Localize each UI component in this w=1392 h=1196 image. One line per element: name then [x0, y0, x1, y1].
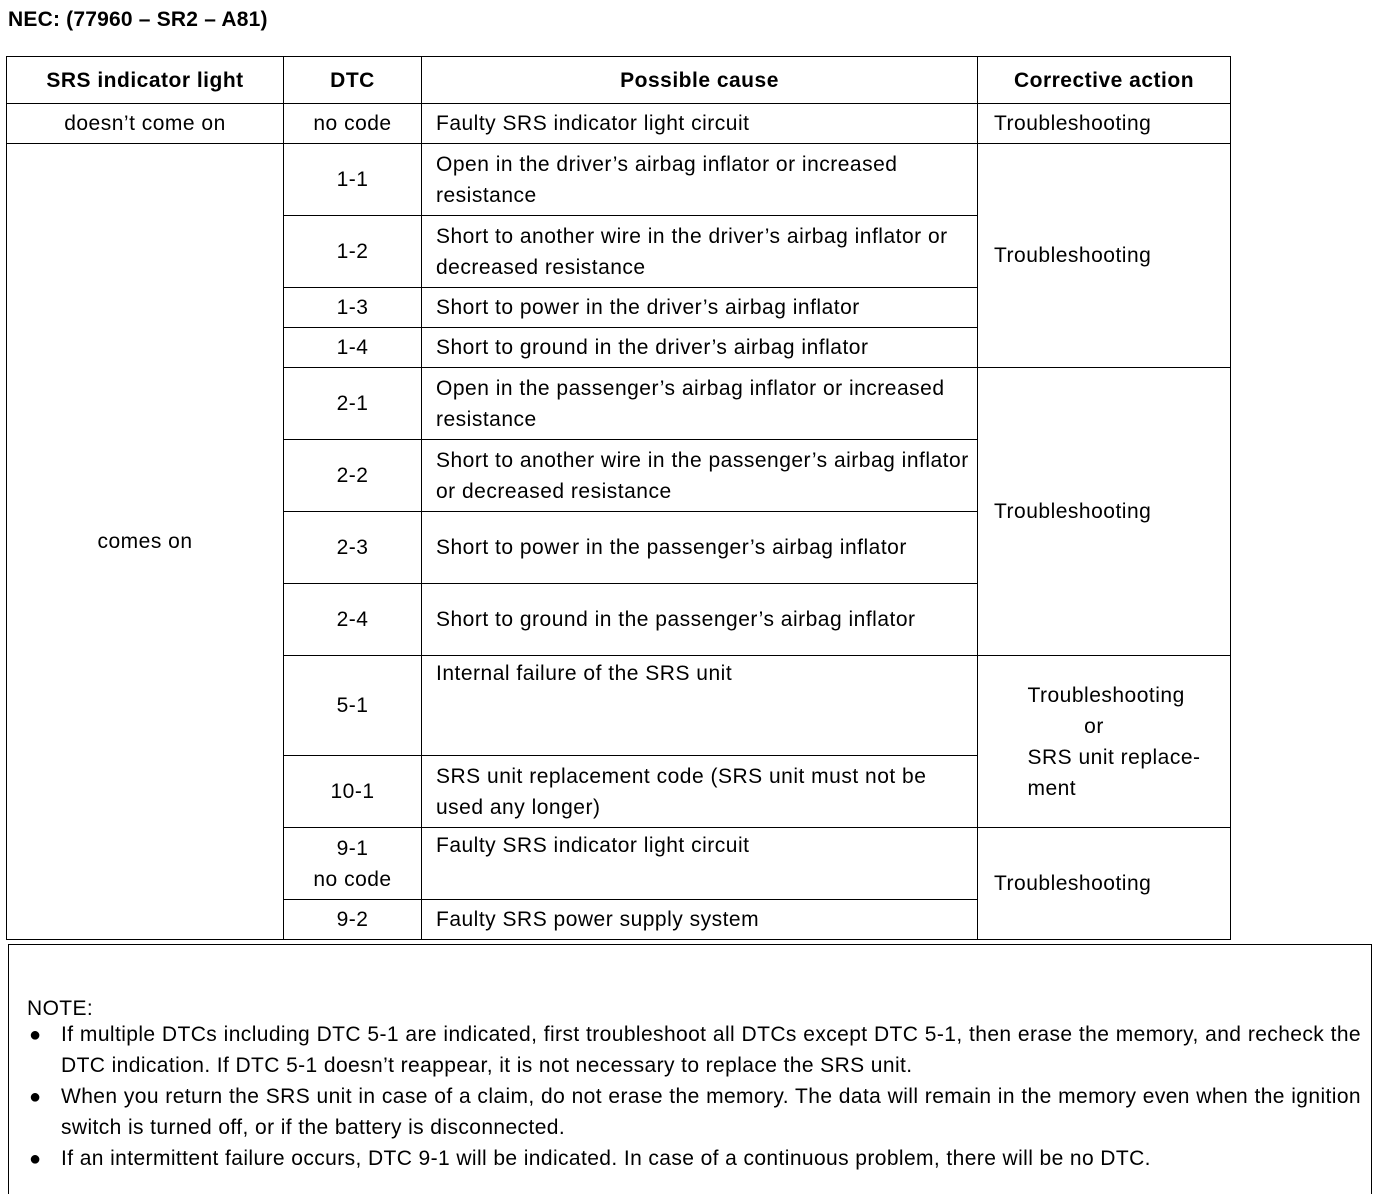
dtc-cell: 1-4	[284, 328, 422, 368]
header-cause: Possible cause	[422, 57, 978, 104]
note-label: NOTE:	[27, 997, 94, 1020]
dtc-cell: 2-4	[284, 584, 422, 656]
dtc-cell: no code	[284, 104, 422, 144]
cause-cell: Short to ground in the driver’s airbag inflator	[422, 328, 978, 368]
cause-cell: Faulty SRS power supply system	[422, 900, 978, 940]
cause-cell: Faulty SRS indicator light circuit	[422, 104, 978, 144]
header-indicator: SRS indicator light	[7, 57, 284, 104]
cause-cell: Faulty SRS indicator light circuit	[422, 828, 978, 900]
dtc-cell: 1-3	[284, 288, 422, 328]
cause-cell: Short to power in the passenger’s airbag inflator	[422, 512, 978, 584]
action-unit-line1: Troubleshooting	[1027, 683, 1185, 707]
note-box	[8, 944, 1372, 1194]
dtc-table	[6, 56, 1231, 940]
dtc-cell	[284, 828, 422, 900]
bullet-icon: ●	[29, 1024, 42, 1046]
dtc-cell: 1-1	[284, 144, 422, 216]
note-item	[27, 1081, 1361, 1143]
action-power: Troubleshooting	[978, 828, 1231, 940]
dtc-cell: 2-1	[284, 368, 422, 440]
action-unit-line3: ment	[1027, 776, 1077, 800]
cause-cell: Short to another wire in the driver’s airbag inflator or decreased resistance	[422, 216, 978, 288]
dtc-cell: 5-1	[284, 656, 422, 756]
cause-cell: Short to another wire in the passenger’s airbag inflator or decreased resistance	[422, 440, 978, 512]
cause-cell: Open in the driver’s airbag inflator or increased resistance	[422, 144, 978, 216]
table-header-row	[7, 57, 1231, 104]
dtc-cell: 2-2	[284, 440, 422, 512]
action-unit-line2: SRS unit replace-	[1027, 745, 1201, 769]
note-text: If multiple DTCs including DTC 5-1 are indicated, first troubleshoot all DTCs except DTC 5-1, then erase the memory, and recheck the DTC indication. If DTC 5-1 doesn’t reappear, it is not necessary to replace the SRS unit.	[61, 1023, 1361, 1077]
dtc-cell: 2-3	[284, 512, 422, 584]
cause-cell: SRS unit replacement code (SRS unit must not be used any longer)	[422, 756, 978, 828]
table-row	[7, 144, 1231, 216]
dtc-cell: 10-1	[284, 756, 422, 828]
action-passenger: Troubleshooting	[978, 368, 1231, 656]
cause-cell: Short to power in the driver’s airbag inflator	[422, 288, 978, 328]
header-action: Corrective action	[978, 57, 1231, 104]
indicator-on: comes on	[7, 144, 284, 940]
page-title: NEC: (77960 – SR2 – A81)	[8, 8, 268, 31]
note-text: When you return the SRS unit in case of a claim, do not erase the memory. The data will remain in the memory even when the ignition switch is turned off, or if the battery is disconnected.	[61, 1085, 1361, 1139]
table-row	[7, 104, 1231, 144]
indicator-off: doesn’t come on	[7, 104, 284, 144]
note-list	[27, 1019, 1361, 1174]
dtc-extra: no code	[313, 867, 392, 891]
action-cell: Troubleshooting	[978, 104, 1231, 144]
dtc-cell: 1-2	[284, 216, 422, 288]
bullet-icon: ●	[29, 1086, 42, 1108]
cause-cell: Internal failure of the SRS unit	[422, 656, 978, 756]
dtc-cell: 9-2	[284, 900, 422, 940]
cause-cell: Short to ground in the passenger’s airbag inflator	[422, 584, 978, 656]
action-driver: Troubleshooting	[978, 144, 1231, 368]
action-unit-or: or	[1084, 714, 1104, 738]
note-text: If an intermittent failure occurs, DTC 9-1 will be indicated. In case of a continuous problem, there will be no DTC.	[61, 1147, 1151, 1170]
cause-cell: Open in the passenger’s airbag inflator or increased resistance	[422, 368, 978, 440]
dtc-code: 9-1	[336, 836, 369, 860]
note-item	[27, 1143, 1361, 1174]
bullet-icon: ●	[29, 1148, 42, 1170]
note-item	[27, 1019, 1361, 1081]
action-unit	[978, 656, 1231, 828]
header-dtc: DTC	[284, 57, 422, 104]
